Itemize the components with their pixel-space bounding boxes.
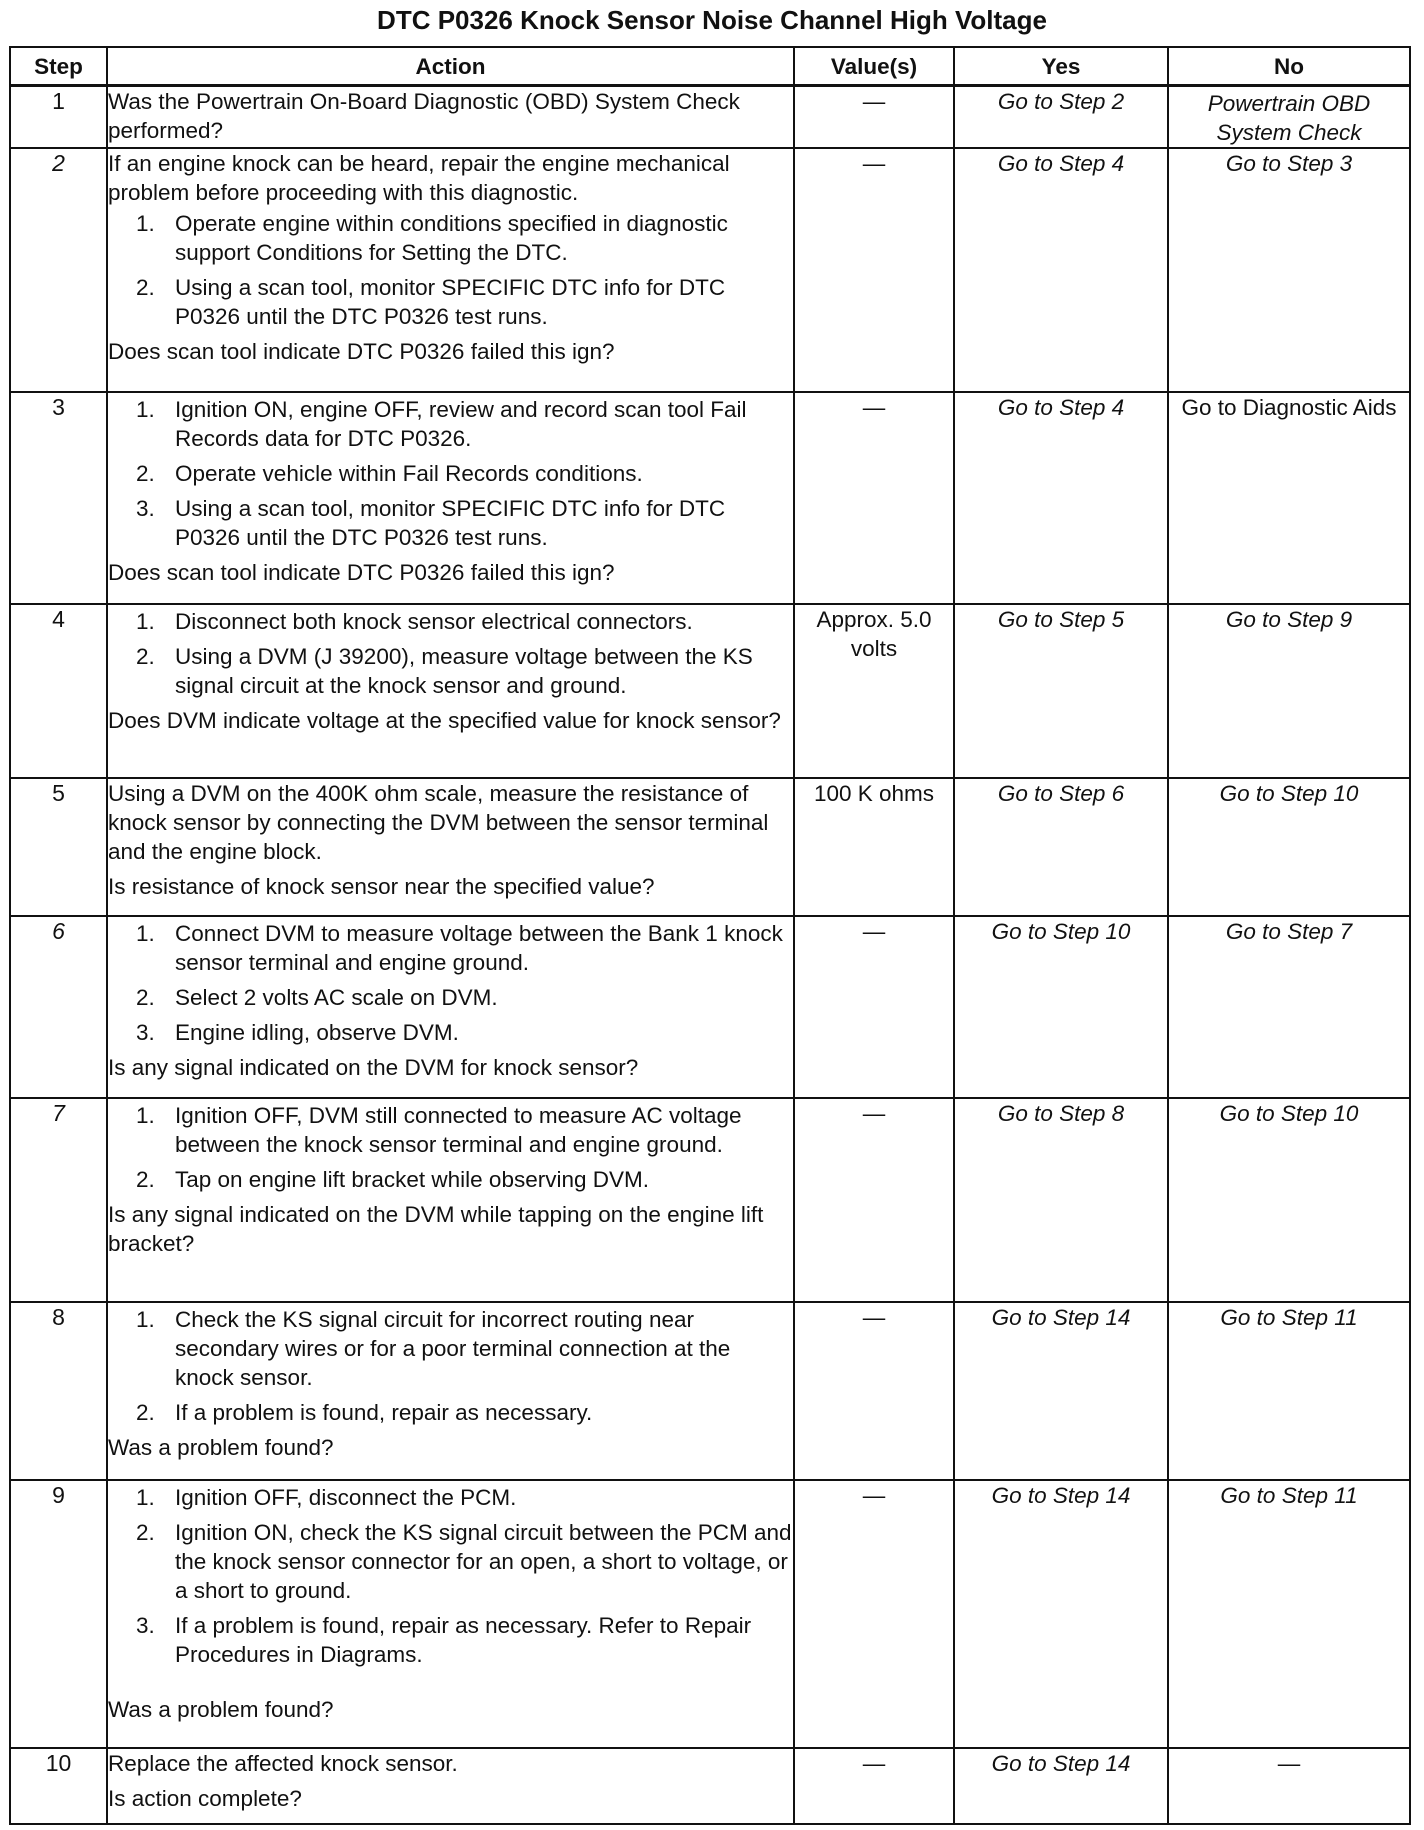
table-row <box>10 778 1410 916</box>
no-cell: Go to Diagnostic Aids <box>1168 392 1410 604</box>
action-steps <box>108 395 793 552</box>
action-question: Is any signal indicated on the DVM for knock sensor? <box>108 1055 639 1080</box>
value-cell: — <box>794 916 954 1098</box>
yes-cell: Go to Step 4 <box>954 148 1168 392</box>
header-values: Value(s) <box>794 47 954 86</box>
list-item: 2. Operate vehicle within Fail Records conditions. <box>136 461 643 486</box>
yes-cell: Go to Step 6 <box>954 778 1168 916</box>
header-action: Action <box>107 47 794 86</box>
page-title: DTC P0326 Knock Sensor Noise Channel High Voltage <box>377 5 1047 35</box>
action-question: Was a problem found? <box>108 1697 334 1722</box>
list-item: 1. Connect DVM to measure voltage between the Bank 1 knock sensor terminal and engine ground. <box>136 921 783 975</box>
action-steps <box>108 209 793 331</box>
table-row <box>10 916 1410 1098</box>
table-row <box>10 604 1410 778</box>
action-steps <box>108 919 793 1047</box>
list-item: 1. Check the KS signal circuit for incorrect routing near secondary wires or for a poor terminal connection at the knock sensor. <box>136 1307 731 1390</box>
list-item: 3. If a problem is found, repair as necessary. Refer to Repair Procedures in Diagrams. <box>136 1613 752 1667</box>
step-number: 7 <box>10 1098 107 1302</box>
diagnostic-table <box>9 46 1411 1825</box>
yes-cell: Go to Step 8 <box>954 1098 1168 1302</box>
list-item: 3. Engine idling, observe DVM. <box>136 1020 459 1045</box>
no-cell: Go to Step 9 <box>1168 604 1410 778</box>
list-item: 1. Ignition ON, engine OFF, review and record scan tool Fail Records data for DTC P0326. <box>136 397 747 451</box>
yes-cell: Go to Step 10 <box>954 916 1168 1098</box>
list-item: 2. Ignition ON, check the KS signal circuit between the PCM and the knock sensor connector for an open, a short to voltage, or a short to ground. <box>136 1520 792 1603</box>
value-cell: — <box>794 1302 954 1480</box>
action-question: Does DVM indicate voltage at the specified value for knock sensor? <box>108 708 781 733</box>
no-cell: Go to Step 11 <box>1168 1302 1410 1480</box>
action-cell <box>107 1748 794 1824</box>
list-item: 2. Using a scan tool, monitor SPECIFIC DTC info for DTC P0326 until the DTC P0326 test runs. <box>136 275 726 329</box>
action-steps <box>108 1305 793 1427</box>
value-cell: — <box>794 148 954 392</box>
action-cell <box>107 604 794 778</box>
table-row <box>10 1480 1410 1748</box>
table-row <box>10 392 1410 604</box>
no-cell: — <box>1168 1748 1410 1824</box>
action-question: Does scan tool indicate DTC P0326 failed this ign? <box>108 560 615 585</box>
step-number: 10 <box>10 1748 107 1824</box>
value-cell: — <box>794 1480 954 1748</box>
action-text: Was the Powertrain On-Board Diagnostic (OBD) System Check performed? <box>108 89 740 143</box>
yes-cell: Go to Step 2 <box>954 86 1168 149</box>
action-cell <box>107 392 794 604</box>
step-number: 4 <box>10 604 107 778</box>
no-cell: Go to Step 3 <box>1168 148 1410 392</box>
header-no: No <box>1168 47 1410 86</box>
step-number: 8 <box>10 1302 107 1480</box>
table-row <box>10 148 1410 392</box>
action-steps <box>108 607 793 700</box>
yes-cell: Go to Step 14 <box>954 1302 1168 1480</box>
action-question: Is action complete? <box>108 1786 302 1811</box>
action-question: Was a problem found? <box>108 1435 334 1460</box>
value-cell: — <box>794 1098 954 1302</box>
list-item: 2. Select 2 volts AC scale on DVM. <box>136 985 498 1010</box>
action-cell <box>107 148 794 392</box>
step-number: 5 <box>10 778 107 916</box>
step-number: 3 <box>10 392 107 604</box>
no-cell: Go to Step 11 <box>1168 1480 1410 1748</box>
step-number: 6 <box>10 916 107 1098</box>
header-yes: Yes <box>954 47 1168 86</box>
action-cell <box>107 1098 794 1302</box>
table-row <box>10 1302 1410 1480</box>
yes-cell: Go to Step 4 <box>954 392 1168 604</box>
no-cell: Go to Step 7 <box>1168 916 1410 1098</box>
action-cell <box>107 1480 794 1748</box>
no-cell: Go to Step 10 <box>1168 778 1410 916</box>
no-cell: Powertrain OBD System Check <box>1168 86 1410 149</box>
action-cell <box>107 86 794 149</box>
value-cell: — <box>794 86 954 149</box>
value-cell: — <box>794 392 954 604</box>
list-item: 1. Operate engine within conditions specified in diagnostic support Conditions for Setting the DTC. <box>136 211 728 265</box>
header-step: Step <box>10 47 107 86</box>
step-number: 2 <box>10 148 107 392</box>
table-row <box>10 1748 1410 1824</box>
no-cell: Go to Step 10 <box>1168 1098 1410 1302</box>
action-question: Is any signal indicated on the DVM while tapping on the engine lift bracket? <box>108 1202 764 1256</box>
action-steps <box>108 1483 793 1669</box>
list-item: 2. Tap on engine lift bracket while observing DVM. <box>136 1167 649 1192</box>
step-number: 9 <box>10 1480 107 1748</box>
step-number: 1 <box>10 86 107 149</box>
value-cell: — <box>794 1748 954 1824</box>
list-item: 1. Ignition OFF, DVM still connected to measure AC voltage between the knock sensor terminal and engine ground. <box>136 1103 742 1157</box>
list-item: 1. Ignition OFF, disconnect the PCM. <box>136 1485 517 1510</box>
action-intro: Using a DVM on the 400K ohm scale, measure the resistance of knock sensor by connecting the DVM between the sensor terminal and the engine block. <box>108 781 769 864</box>
value-cell: Approx. 5.0 volts <box>794 604 954 778</box>
action-cell <box>107 1302 794 1480</box>
action-question: Is resistance of knock sensor near the specified value? <box>108 874 655 899</box>
yes-cell: Go to Step 5 <box>954 604 1168 778</box>
list-item: 3. Using a scan tool, monitor SPECIFIC DTC info for DTC P0326 until the DTC P0326 test runs. <box>136 496 726 550</box>
value-cell: 100 K ohms <box>794 778 954 916</box>
action-cell <box>107 778 794 916</box>
list-item: 1. Disconnect both knock sensor electrical connectors. <box>136 609 693 634</box>
action-cell <box>107 916 794 1098</box>
table-row <box>10 86 1410 149</box>
action-intro: If an engine knock can be heard, repair the engine mechanical problem before proceeding with this diagnostic. <box>108 151 730 205</box>
list-item: 2. If a problem is found, repair as necessary. <box>136 1400 593 1425</box>
action-steps <box>108 1101 793 1194</box>
action-question: Does scan tool indicate DTC P0326 failed this ign? <box>108 339 615 364</box>
list-item: 2. Using a DVM (J 39200), measure voltage between the KS signal circuit at the knock sensor and ground. <box>136 644 753 698</box>
table-row <box>10 1098 1410 1302</box>
action-intro: Replace the affected knock sensor. <box>108 1751 458 1776</box>
table-header-row <box>10 47 1410 86</box>
yes-cell: Go to Step 14 <box>954 1748 1168 1824</box>
yes-cell: Go to Step 14 <box>954 1480 1168 1748</box>
